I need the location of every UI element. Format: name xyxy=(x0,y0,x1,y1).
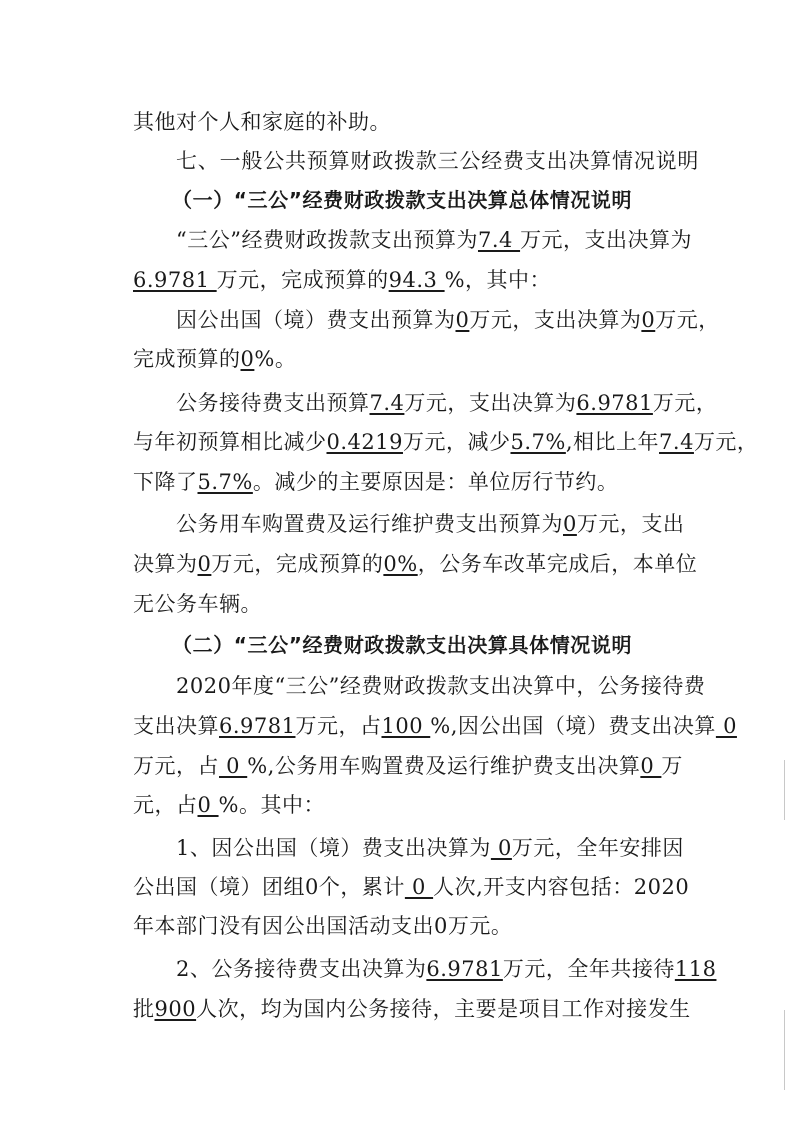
body-line xyxy=(133,791,325,819)
text-run: 万元，完成预算的 xyxy=(216,268,389,292)
body-line xyxy=(176,389,717,417)
underlined-value: 0 xyxy=(404,875,434,899)
underlined-value: 0 xyxy=(641,308,656,332)
body-line xyxy=(176,955,716,983)
text-run: 支出决算 xyxy=(133,714,219,738)
text-run: %,公务用车购置费及运行维护费支出决算 xyxy=(247,754,641,778)
underlined-value: 6.9781 xyxy=(219,714,296,738)
text-run: 万元，支出决算为 xyxy=(469,308,642,332)
underlined-value: 0 xyxy=(197,793,219,817)
body-line xyxy=(176,510,684,538)
text-run: 万元，支出决算为 xyxy=(404,391,577,415)
underlined-value: 0 xyxy=(219,754,248,778)
text-run: 万 xyxy=(661,754,683,778)
text-run: 元，占 xyxy=(133,793,198,817)
underlined-value: 0.4219 xyxy=(326,430,403,454)
text-run: %。 xyxy=(254,347,297,371)
text-run: 人次，均为国内公务接待，主要是项目工作对接发生 xyxy=(196,997,691,1021)
text-run: 批 xyxy=(133,997,155,1021)
text-run: 万元，占 xyxy=(133,754,219,778)
body-line xyxy=(133,712,737,740)
underlined-value: 100 xyxy=(381,714,431,738)
text-run: 无公务车辆。 xyxy=(133,592,262,616)
underlined-value: 0 xyxy=(455,308,470,332)
text-run: ，公务车改革完成后，本单位 xyxy=(417,552,698,576)
text-run: %。其中： xyxy=(218,793,326,817)
text-run: 万元，支出决算为 xyxy=(520,228,693,252)
text-run: 决算为 xyxy=(133,552,198,576)
text-run: 与年初预算相比减少 xyxy=(133,430,327,454)
section-heading xyxy=(176,147,699,175)
text-run: 万元，完成预算的 xyxy=(211,552,384,576)
text-run: 万元， xyxy=(693,430,759,454)
text-run: “三公”经费财政拨款支出预算为 xyxy=(176,228,478,252)
text-run: （一）“三公”经费财政拨款支出决算总体情况说明 xyxy=(172,188,633,212)
underlined-value: 118 xyxy=(674,957,717,981)
underlined-value: 0 xyxy=(715,714,737,738)
text-run: 公出国（境）团组0个，累计 xyxy=(133,875,405,899)
underlined-value: 6.9781 xyxy=(426,957,503,981)
underlined-value: 0 xyxy=(197,552,212,576)
text-run: 万元， xyxy=(655,308,720,332)
underlined-value: 5.7% xyxy=(197,470,253,494)
text-run: 公务用车购置费及运行维护费支出预算为 xyxy=(176,512,563,536)
underlined-value: 7.4 xyxy=(477,228,521,252)
body-line xyxy=(133,912,512,940)
body-line xyxy=(133,266,551,294)
text-run: 万元，全年安排因 xyxy=(511,836,684,860)
text-run: 因公出国（境）费支出预算为 xyxy=(176,308,456,332)
subsection-heading xyxy=(172,186,632,214)
body-line xyxy=(133,345,296,373)
text-run: 完成预算的 xyxy=(133,347,241,371)
text-run: 2、公务接待费支出决算为 xyxy=(176,957,427,981)
text-run: 万元，全年共接待 xyxy=(502,957,675,981)
underlined-value: 7.4 xyxy=(369,391,405,415)
text-run: 下降了 xyxy=(133,470,198,494)
underlined-value: 7.4 xyxy=(659,430,694,454)
body-line xyxy=(176,306,720,334)
underlined-value: 900 xyxy=(154,997,197,1021)
body-line xyxy=(133,428,758,456)
underlined-value: 6.9781 xyxy=(133,268,217,292)
subsection-heading xyxy=(172,631,632,659)
underlined-value: 5.7% xyxy=(510,430,566,454)
text-run: 公务接待费支出预算 xyxy=(176,391,370,415)
body-line xyxy=(176,226,692,254)
underlined-value: 94.3 xyxy=(388,268,445,292)
text-run: 。减少的主要原因是：单位厉行节约。 xyxy=(252,470,619,494)
body-line xyxy=(133,468,618,496)
text-run: （二）“三公”经费财政拨款支出决算具体情况说明 xyxy=(172,633,633,657)
text-run: %，其中： xyxy=(444,268,552,292)
underlined-value: 0 xyxy=(640,754,662,778)
text-run: ,相比上年 xyxy=(565,430,660,454)
body-line xyxy=(176,672,705,700)
underlined-value: 0 xyxy=(240,347,255,371)
text-run: 1、因公出国（境）费支出决算为 xyxy=(176,836,491,860)
text-run: 万元，减少 xyxy=(402,430,511,454)
body-line xyxy=(133,873,689,901)
text-run: 万元，支出 xyxy=(576,512,685,536)
text-run: 万元， xyxy=(652,391,718,415)
scan-edge-mark xyxy=(784,1010,785,1090)
text-run: 人次,开支内容包括：2020 xyxy=(433,875,690,899)
underlined-value: 0 xyxy=(563,512,577,536)
text-run: 七、一般公共预算财政拨款三公经费支出决算情况说明 xyxy=(176,149,700,173)
body-line xyxy=(133,590,262,618)
text-run: 年本部门没有因公出国活动支出0万元。 xyxy=(133,914,513,938)
text-run: 其他对个人和家庭的补助。 xyxy=(133,110,391,134)
underlined-value: 0 xyxy=(490,836,512,860)
body-line xyxy=(133,108,391,136)
body-line xyxy=(133,995,691,1023)
body-line xyxy=(133,550,697,578)
underlined-value: 6.9781 xyxy=(576,391,653,415)
body-line xyxy=(176,834,684,862)
text-run: %,因公出国（境）费支出决算 xyxy=(430,714,716,738)
scan-edge-mark xyxy=(784,760,785,820)
text-run: 万元，占 xyxy=(295,714,382,738)
body-line xyxy=(133,752,683,780)
text-run: 2020年度“三公”经费财政拨款支出决算中，公务接待费 xyxy=(176,674,706,698)
underlined-value: 0% xyxy=(383,552,418,576)
